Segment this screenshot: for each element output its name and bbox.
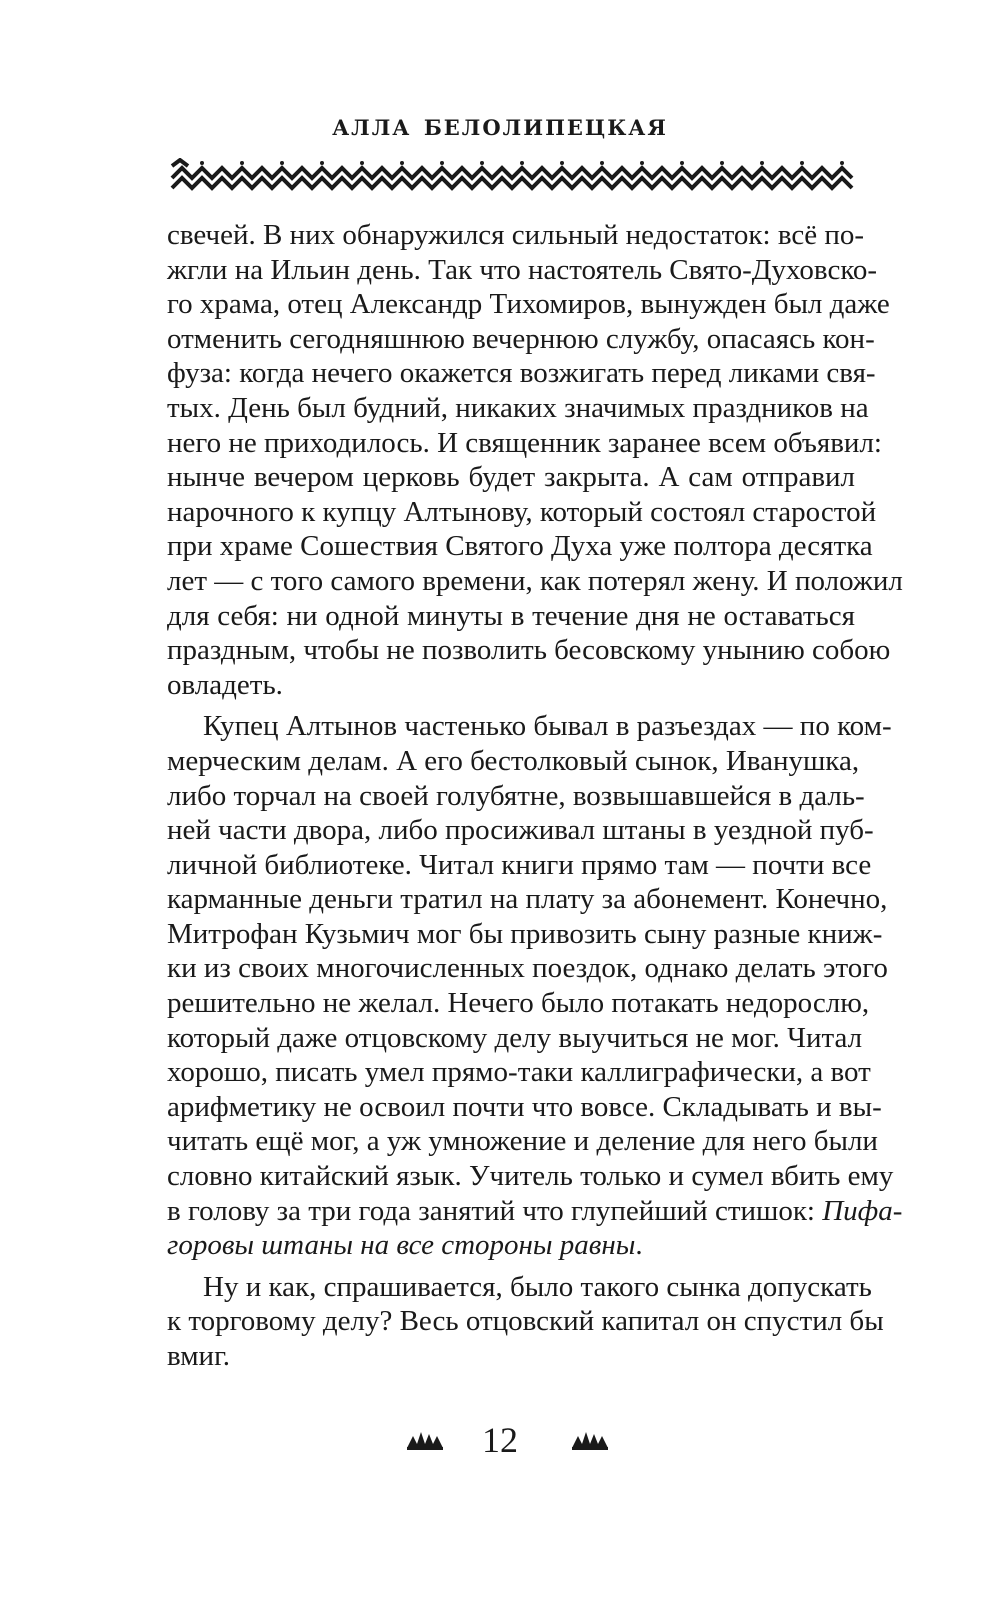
text-line: свечей. В них обнаружился сильный недостаток: всё по- <box>167 219 865 251</box>
text-line: Ну и как, спрашивается, было такого сынка допускать <box>203 1270 872 1303</box>
text-line: который даже отцовскому делу выучиться не мог. Читал <box>167 1021 863 1054</box>
text-line: фуза: когда нечего окажется возжигать перед ликами свя- <box>167 357 876 390</box>
ornament-band <box>170 158 860 192</box>
folio-ornament-left-icon <box>405 1428 445 1452</box>
text-line: праздным, чтобы не позволить бесовскому унынию собою <box>167 634 891 667</box>
text-line: при храме Сошествия Святого Духа уже полтора десятка <box>167 530 873 563</box>
text-line: личной библиотеке. Читал книги прямо там — почти все <box>167 848 872 881</box>
text-line: Митрофан Кузьмич мог бы привозить сыну разные книж- <box>167 917 883 950</box>
text-line: словно китайский язык. Учитель только и сумел вбить ему <box>167 1160 894 1193</box>
text-line: в голову за три года занятий что глупейший стишок: Пифа- <box>167 1194 903 1227</box>
text-line: решительно не желал. Нечего было потакать недорослю, <box>167 987 870 1020</box>
text-line: ки из своих многочисленных поездок, однако делать этого <box>167 952 888 985</box>
text-line: отменить сегодняшнюю вечернюю службу, опасаясь кон- <box>167 322 875 355</box>
text-line: карманные деньги тратил на плату за абонемент. Конечно, <box>167 883 888 916</box>
page-number: 12 <box>482 1420 518 1460</box>
text-line: мерческим делам. А его бестолковый сынок, Иванушка, <box>167 744 860 777</box>
text-line: горовы штаны на все стороны равны. <box>167 1229 643 1262</box>
text-line: либо торчал на своей голубятне, возвышавшейся в даль- <box>167 779 865 812</box>
text-line: арифметику не освоил почти что вовсе. Складывать и вы- <box>167 1090 882 1123</box>
text-line: овладеть. <box>167 668 283 701</box>
text-line: него не приходилось. И священник заранее всем объявил: <box>167 426 882 459</box>
text-line: жгли на Ильин день. Так что настоятель Свято-Духовско- <box>167 253 878 286</box>
italic-quote: горовы штаны на все стороны равны <box>167 1229 636 1262</box>
text-line: го храма, отец Александр Тихомиров, вынужден был даже <box>167 288 890 321</box>
body-text <box>167 218 903 1374</box>
folio <box>0 1418 1000 1462</box>
text-line: ней части двора, либо просиживал штаны в уездной пуб- <box>167 814 874 847</box>
text-line: тых. День был будний, никаких значимых праздников на <box>167 391 869 424</box>
text-line: нынче вечером церковь будет закрыта. А сам отправил <box>167 461 855 494</box>
text-line: вмиг. <box>167 1340 230 1372</box>
folio-ornament-right-icon <box>570 1428 610 1452</box>
text-line: к торговому делу? Весь отцовский капитал он спустил бы <box>167 1305 884 1338</box>
text-line: для себя: ни одной минуты в течение дня не оставаться <box>167 599 855 632</box>
text-line: нарочного к купцу Алтынову, который состоял старостой <box>167 495 877 528</box>
text-line: лет — с того самого времени, как потерял жену. И положил <box>167 564 903 597</box>
text-line: хорошо, писать умел прямо-таки каллиграфически, а вот <box>167 1056 871 1089</box>
text-line: читать ещё мог, а уж умножение и деление для него были <box>167 1125 878 1158</box>
running-head-author: алла белолипецкая <box>332 108 668 143</box>
text-line: Купец Алтынов частенько бывал в разъездах — по ком- <box>203 710 892 743</box>
italic-quote: Пифа- <box>822 1194 903 1227</box>
